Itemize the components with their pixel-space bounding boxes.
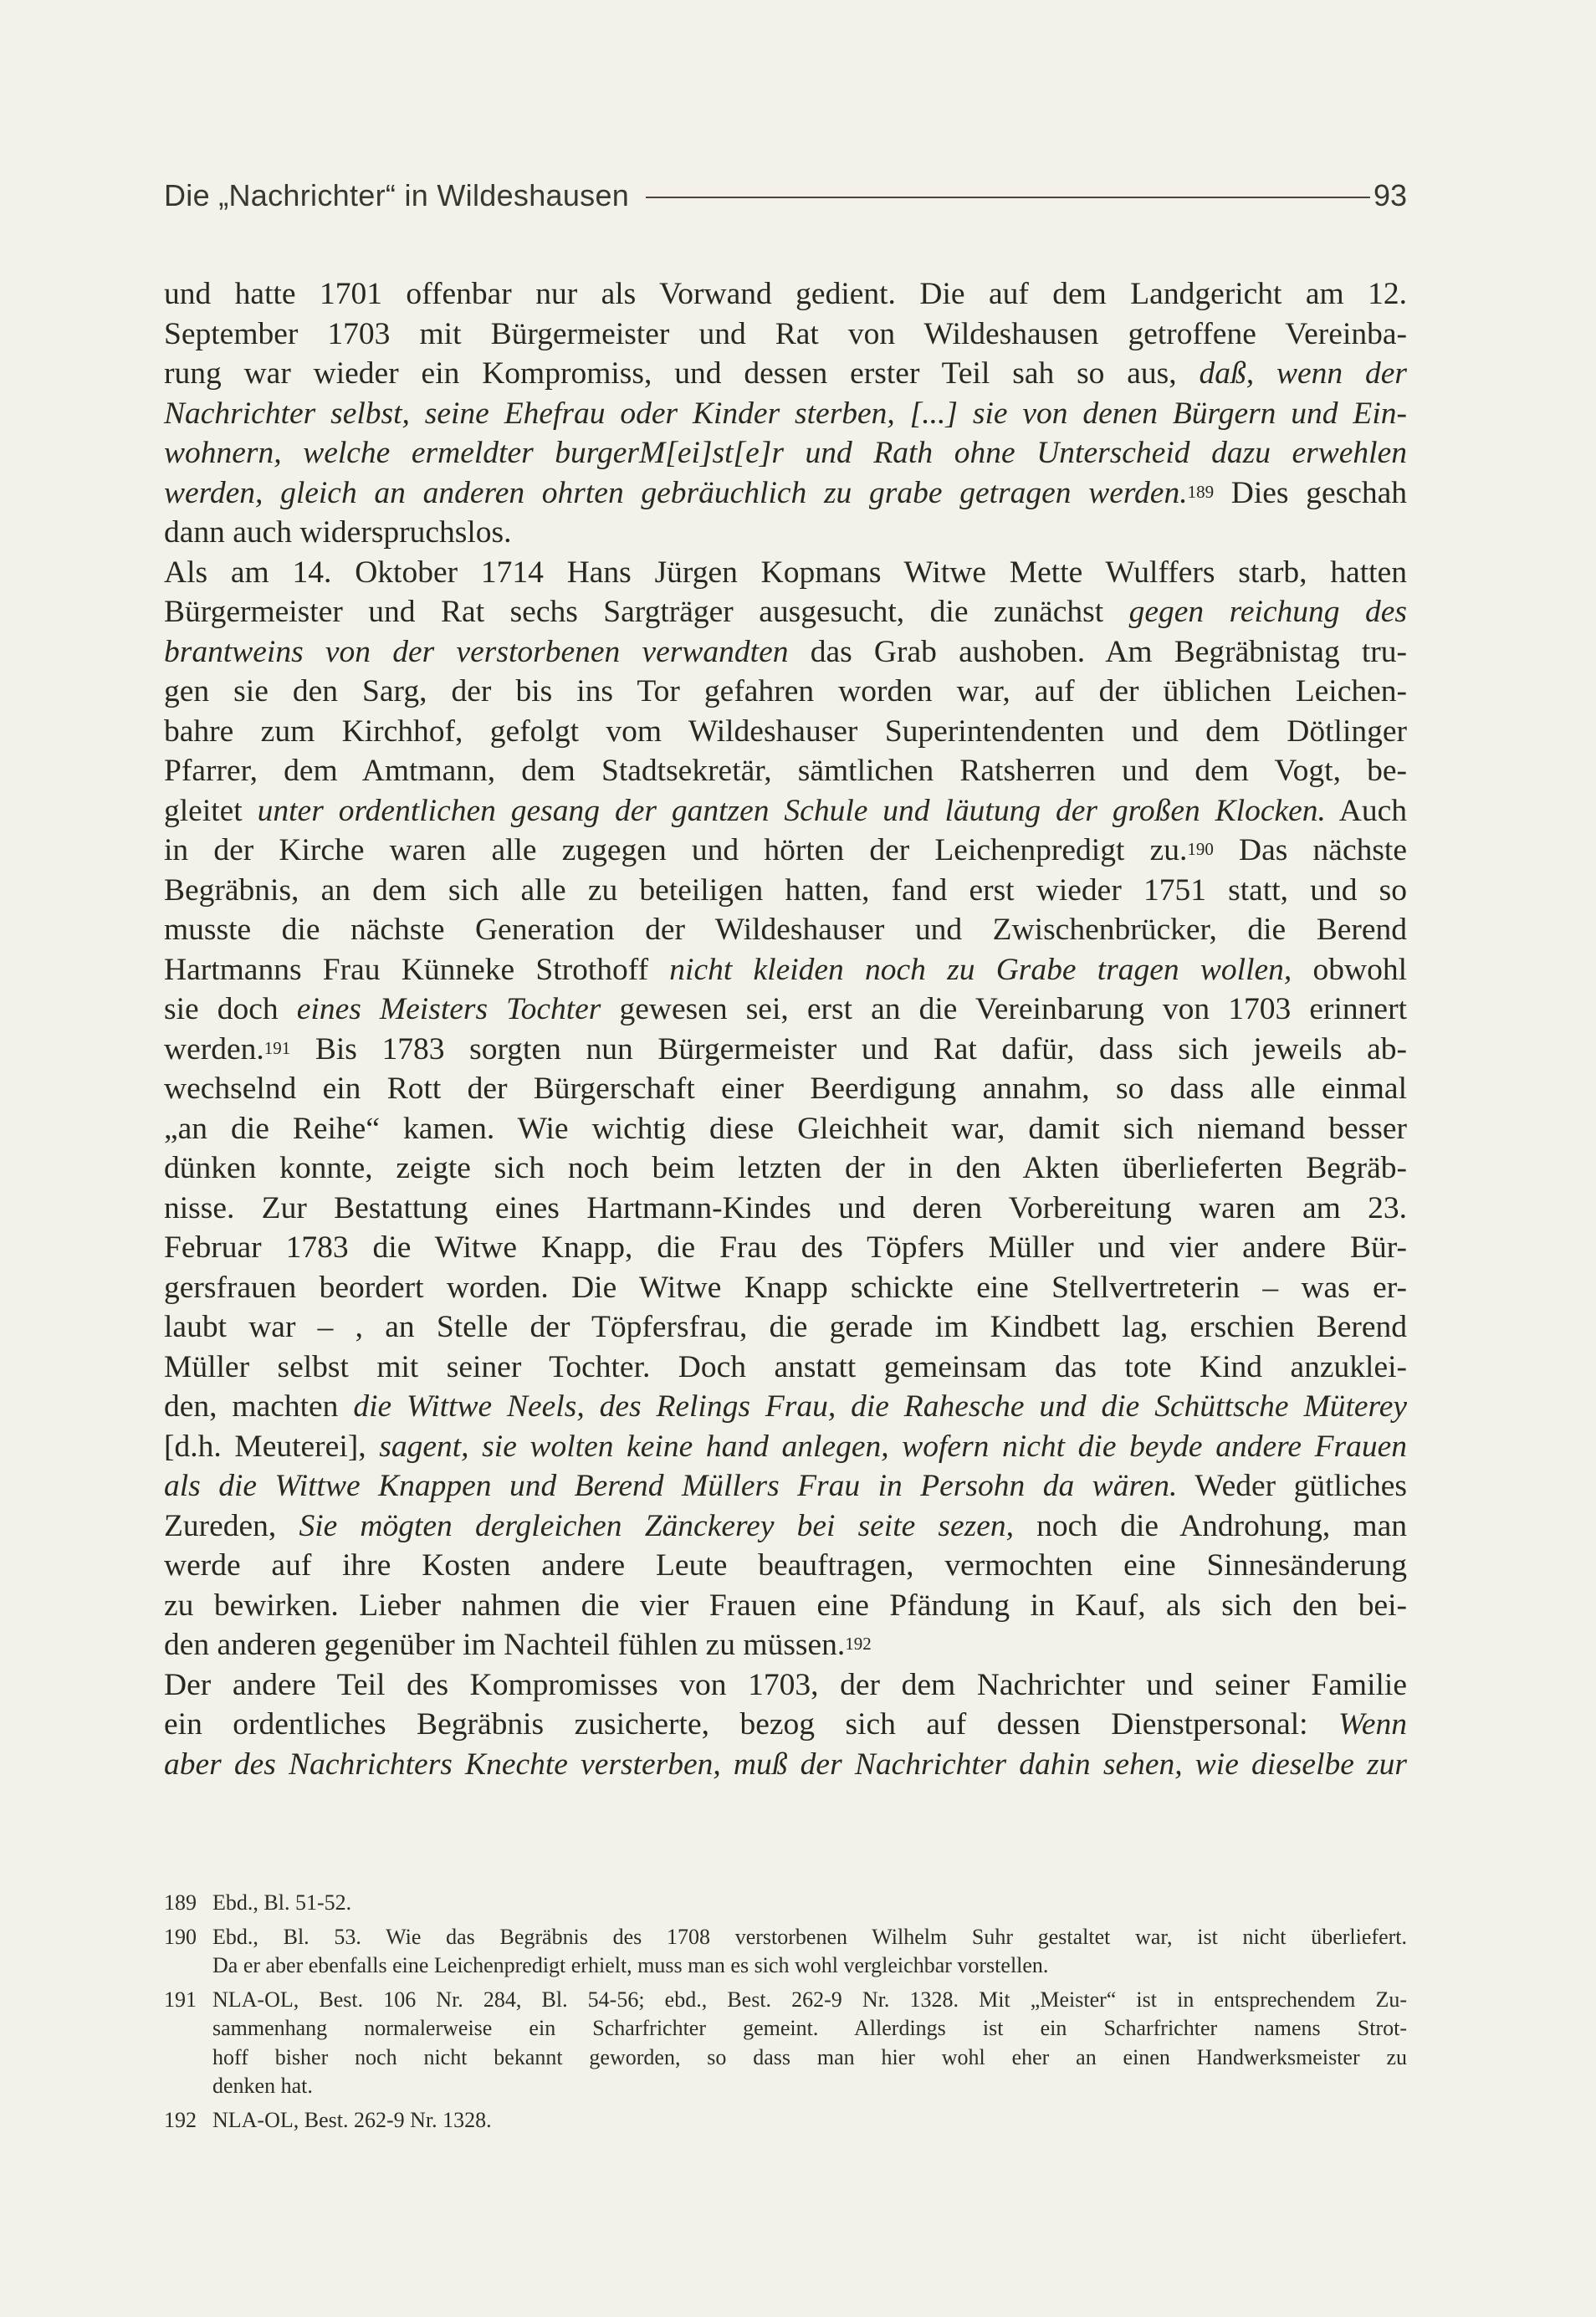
text-run: Weder gütliches bbox=[1177, 1469, 1407, 1503]
footnote-ref: 189 bbox=[1187, 481, 1215, 502]
footnote-line: Da er aber ebenfalls eine Leichenpredigt erhielt, muss man es sich wohl vergleichbar vorstellen. bbox=[212, 1953, 1049, 1977]
main-text bbox=[164, 274, 1407, 1784]
quoted-source-text: wohnern, welche ermeldter burgerM[ei]st[e]r und Rath ohne Unterscheid dazu erwehlen bbox=[164, 436, 1407, 470]
text-line bbox=[164, 1189, 1407, 1229]
text-line bbox=[164, 1625, 1407, 1665]
text-run: gen sie den Sarg, der bis ins Tor gefahren worden war, auf der üblichen Leichen- bbox=[164, 674, 1407, 708]
text-run: Begräbnis, an dem sich alle zu beteiligen hatten, fand erst wieder 1751 statt, und so bbox=[164, 872, 1407, 908]
text-line bbox=[164, 950, 1407, 990]
quoted-source-text: als die Wittwe Knappen und Berend Müllers Frau in Persohn da wären. bbox=[164, 1469, 1178, 1503]
footnote-191 bbox=[164, 1986, 1407, 2101]
text-line bbox=[164, 433, 1407, 473]
quoted-source-text: sagent, sie wolten keine hand anlegen, wofern nicht die beyde andere Frauen bbox=[379, 1429, 1407, 1464]
text-run: September 1703 mit Bürgermeister und Rat von Wildeshausen getroffene Vereinba- bbox=[164, 316, 1407, 351]
text-line bbox=[164, 1030, 1407, 1070]
footnote-line: NLA-OL, Best. 262-9 Nr. 1328. bbox=[212, 2107, 492, 2132]
text-line bbox=[164, 1307, 1407, 1348]
text-run: laubt war – , an Stelle der Töpfersfrau, die gerade im Kindbett lag, erschien Berend bbox=[164, 1310, 1407, 1344]
footnote-number: 190 bbox=[164, 1924, 197, 1949]
text-run: das Grab aushoben. Am Begräbnistag tru- bbox=[788, 634, 1407, 669]
text-run: obwohl bbox=[1292, 952, 1407, 987]
text-line bbox=[164, 1069, 1407, 1109]
text-line bbox=[164, 632, 1407, 673]
text-line bbox=[164, 473, 1407, 514]
footnote-line: hoff bisher noch nicht bekannt geworden, so dass man hier wohl eher an einen Handwerksmeister zu bbox=[212, 2044, 1407, 2069]
text-run: gleitet bbox=[164, 793, 258, 828]
text-line bbox=[164, 871, 1407, 911]
text-run: Hartmanns Frau Künneke Strothoff bbox=[164, 952, 670, 987]
text-run: Müller selbst mit seiner Tochter. Doch anstatt gemeinsam das tote Kind anzuklei- bbox=[164, 1349, 1407, 1384]
text-line bbox=[164, 712, 1407, 752]
footnote-number: 191 bbox=[164, 1987, 197, 2012]
footnotes bbox=[164, 1889, 1407, 2135]
quoted-source-text: die Wittwe Neels, des Relings Frau, die Rahesche und die Schüttsche Müterey bbox=[353, 1389, 1408, 1424]
text-line bbox=[164, 315, 1407, 355]
text-line bbox=[164, 1705, 1407, 1745]
text-line bbox=[164, 1109, 1407, 1149]
text-run: Februar 1783 die Witwe Knapp, die Frau des Töpfers Müller und vier andere Bür- bbox=[164, 1230, 1407, 1265]
text-run: Pfarrer, dem Amtmann, dem Stadtsekretär, sämtlichen Ratsherren und dem Vogt, be- bbox=[164, 754, 1407, 788]
text-run: gersfrauen beordert worden. Die Witwe Knapp schickte eine Stellvertreterin – was er- bbox=[164, 1270, 1407, 1305]
page-number: 93 bbox=[1373, 178, 1407, 212]
text-line bbox=[164, 910, 1407, 950]
text-run: Bis 1783 sorgten nun Bürgermeister und Rat dafür, dass sich jeweils ab- bbox=[290, 1031, 1407, 1066]
text-line bbox=[164, 791, 1407, 831]
footnote-190 bbox=[164, 1923, 1407, 1981]
text-run: noch die Androhung, man bbox=[1014, 1508, 1407, 1543]
text-run: Das nächste bbox=[1213, 833, 1407, 867]
text-run: Auch bbox=[1325, 793, 1407, 828]
footnote-line: sammenhang normalerweise ein Scharfrichter gemeint. Allerdings ist ein Scharfrichter namens Strot- bbox=[212, 2016, 1407, 2040]
text-line bbox=[164, 1745, 1407, 1785]
text-run: Dies geschah bbox=[1214, 475, 1407, 510]
text-line bbox=[164, 1268, 1407, 1308]
text-line bbox=[164, 1506, 1407, 1547]
quoted-source-text: gegen reichung des bbox=[1128, 595, 1407, 629]
text-run: Der andere Teil des Kompromisses von 1703, der dem Nachrichter und seiner Familie bbox=[164, 1667, 1407, 1702]
quoted-source-text: Nachrichter selbst, seine Ehefrau oder Kinder sterben, [...] sie von denen Bürgern und Ein- bbox=[164, 396, 1407, 431]
text-line bbox=[164, 1148, 1407, 1189]
text-line bbox=[164, 394, 1407, 434]
text-run: werden. bbox=[164, 1031, 264, 1066]
footnote-line: Ebd., Bl. 51-52. bbox=[212, 1890, 352, 1915]
text-line bbox=[164, 751, 1407, 791]
text-line bbox=[164, 1665, 1407, 1706]
text-run: werde auf ihre Kosten andere Leute beauftragen, vermochten eine Sinnesänderung bbox=[164, 1548, 1407, 1583]
text-run: rung war wieder ein Kompromiss, und dessen erster Teil sah so aus, bbox=[164, 356, 1200, 391]
footnote-number: 192 bbox=[164, 2107, 197, 2132]
footnote-line: denken hat. bbox=[212, 2074, 313, 2098]
header-rule bbox=[646, 197, 1370, 198]
quoted-source-text: daß, wenn der bbox=[1199, 356, 1407, 391]
text-line bbox=[164, 1546, 1407, 1586]
text-line bbox=[164, 1466, 1407, 1506]
text-run: nisse. Zur Bestattung eines Hartmann-Kindes und deren Vorbereitung waren am 23. bbox=[164, 1190, 1407, 1225]
text-line bbox=[164, 592, 1407, 632]
text-run: Zureden, bbox=[164, 1508, 299, 1543]
footnote-ref: 191 bbox=[263, 1037, 291, 1058]
footnote-ref: 190 bbox=[1187, 839, 1214, 859]
text-run: dann auch widerspruchslos. bbox=[164, 515, 512, 550]
text-line bbox=[164, 990, 1407, 1030]
text-line bbox=[164, 1427, 1407, 1467]
text-line bbox=[164, 672, 1407, 712]
text-line bbox=[164, 1387, 1407, 1427]
text-line bbox=[164, 1348, 1407, 1388]
text-run: [d.h. Meuterei], bbox=[164, 1429, 380, 1464]
text-run: und hatte 1701 offenbar nur als Vorwand gedient. Die auf dem Landgericht am 12. bbox=[164, 277, 1407, 311]
footnote-number: 189 bbox=[164, 1890, 197, 1915]
text-line bbox=[164, 1586, 1407, 1626]
text-run: den, machten bbox=[164, 1389, 354, 1424]
quoted-source-text: werden, gleich an anderen ohrten gebräuchlich zu grabe getragen werden. bbox=[164, 475, 1188, 510]
text-run: musste die nächste Generation der Wildeshauser und Zwischenbrücker, die Berend bbox=[164, 913, 1407, 947]
text-run: gewesen sei, erst an die Vereinbarung von 1703 erinnert bbox=[601, 992, 1407, 1026]
quoted-source-text: unter ordentlichen gesang der gantzen Schule und läutung der großen Klocken. bbox=[257, 793, 1326, 828]
text-run: Als am 14. Oktober 1714 Hans Jürgen Kopmans Witwe Mette Wulffers starb, hatten bbox=[164, 555, 1407, 590]
quoted-source-text: aber des Nachrichters Knechte versterben, muß der Nachrichter dahin sehen, wie dieselbe zur bbox=[164, 1747, 1407, 1782]
text-run: sie doch bbox=[164, 992, 297, 1026]
text-line bbox=[164, 274, 1407, 315]
text-run: „an die Reihe“ kamen. Wie wichtig diese Gleichheit war, damit sich niemand besser bbox=[164, 1111, 1407, 1146]
text-line bbox=[164, 513, 1407, 553]
quoted-source-text: Sie mögten dergleichen Zänckerey bei seite sezen, bbox=[299, 1508, 1015, 1543]
text-run: wechselnd ein Rott der Bürgerschaft einer Beerdigung annahm, so dass alle einmal bbox=[164, 1072, 1407, 1106]
quoted-source-text: Wenn bbox=[1338, 1707, 1407, 1742]
footnote-line: Ebd., Bl. 53. Wie das Begräbnis des 1708 verstorbenen Wilhelm Suhr gestaltet war, ist nicht überliefert. bbox=[212, 1924, 1407, 1949]
footnote-line: NLA-OL, Best. 106 Nr. 284, Bl. 54-56; ebd., Best. 262-9 Nr. 1328. Mit „Meister“ ist in entsprechendem Zu- bbox=[212, 1987, 1407, 2012]
quoted-source-text: brantweins von der verstorbenen verwandten bbox=[164, 634, 789, 669]
text-run: dünken konnte, zeigte sich noch beim letzten der in den Akten überlieferten Begräb- bbox=[164, 1151, 1407, 1185]
text-line bbox=[164, 553, 1407, 593]
footnote-ref: 192 bbox=[845, 1634, 872, 1654]
quoted-source-text: eines Meisters Tochter bbox=[296, 992, 601, 1026]
text-run: ein ordentliches Begräbnis zusicherte, bezog sich auf dessen Dienstpersonal: bbox=[164, 1707, 1339, 1742]
text-line bbox=[164, 354, 1407, 394]
text-run: zu bewirken. Lieber nahmen die vier Frauen eine Pfändung in Kauf, als sich den bei- bbox=[164, 1588, 1407, 1623]
quoted-source-text: nicht kleiden noch zu Grabe tragen wollen, bbox=[669, 952, 1292, 987]
footnote-189 bbox=[164, 1889, 1407, 1918]
text-run: den anderen gegenüber im Nachteil fühlen zu müssen. bbox=[164, 1628, 846, 1662]
text-line bbox=[164, 1228, 1407, 1268]
running-header bbox=[164, 172, 1407, 219]
text-line bbox=[164, 831, 1407, 871]
running-title: Die „Nachrichter“ in Wildeshausen bbox=[164, 178, 630, 212]
text-run: in der Kirche waren alle zugegen und hörten der Leichenpredigt zu. bbox=[164, 833, 1188, 867]
footnote-192 bbox=[164, 2106, 1407, 2135]
text-run: Bürgermeister und Rat sechs Sargträger ausgesucht, die zunächst bbox=[164, 595, 1129, 629]
text-run: bahre zum Kirchhof, gefolgt vom Wildeshauser Superintendenten und dem Dötlinger bbox=[164, 714, 1407, 749]
